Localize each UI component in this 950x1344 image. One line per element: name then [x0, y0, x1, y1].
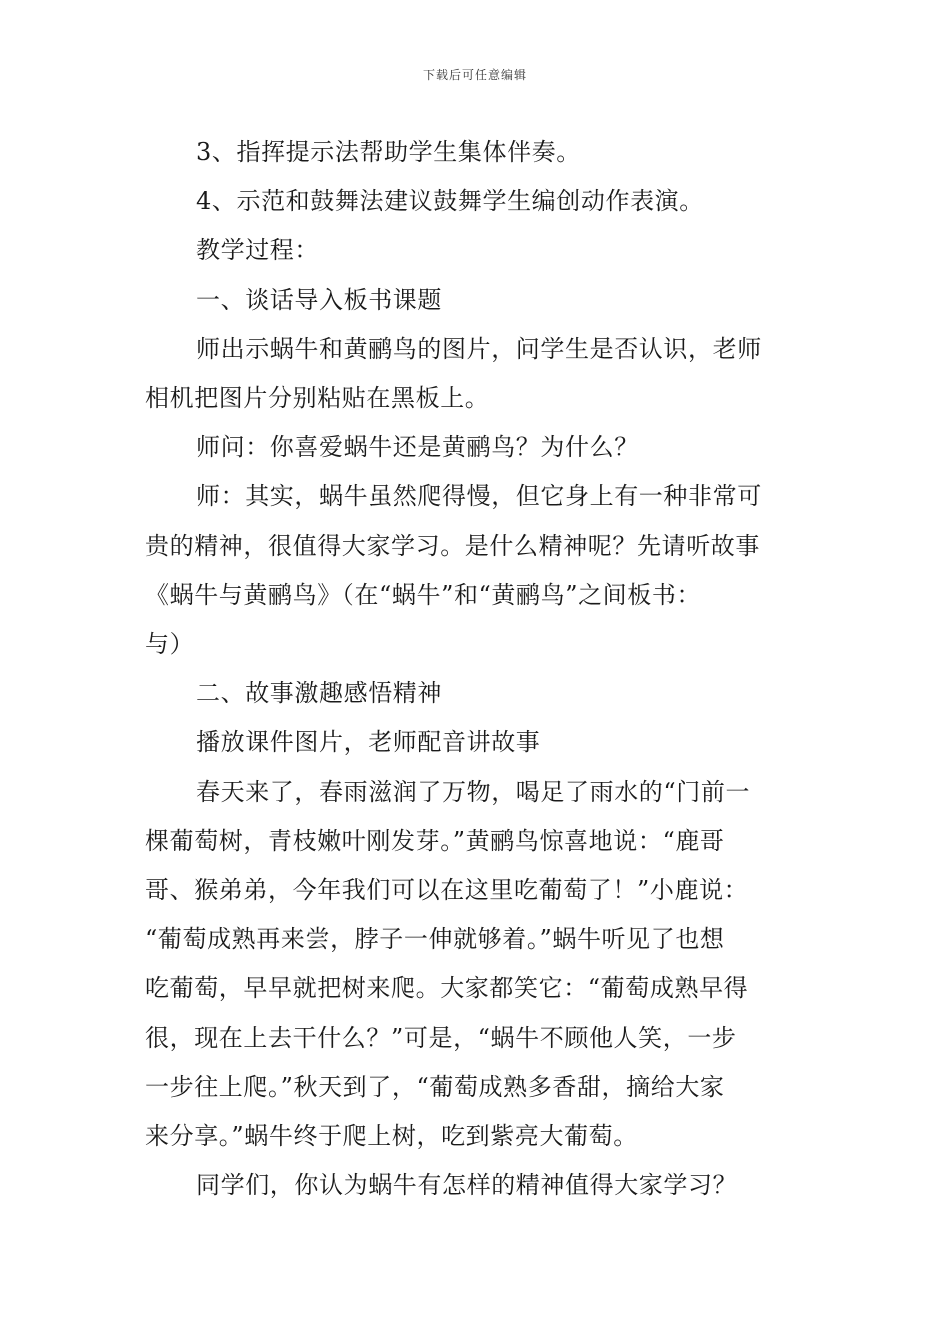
paragraph-line: 师问：你喜爱蜗牛还是黄鹂鸟？为什么？: [196, 433, 639, 462]
paragraph-line: 春天来了，春雨滋润了万物，喝足了雨水的“门前一: [196, 777, 751, 806]
paragraph-line: 与）: [145, 630, 195, 659]
paragraph-line: 哥、猴弟弟，今年我们可以在这里吃葡萄了！”小鹿说：: [145, 876, 749, 905]
section-heading: 一、谈话导入板书课题: [196, 285, 442, 314]
paragraph-line: 4、示范和鼓舞法建议鼓舞学生编创动作表演。: [196, 187, 704, 216]
paragraph-line: 相机把图片分别粘贴在黑板上。: [145, 384, 490, 413]
paragraph-line: 播放课件图片，老师配音讲故事: [196, 728, 541, 757]
section-label: 教学过程：: [196, 236, 319, 265]
paragraph-line: 棵葡萄树，青枝嫩叶刚发芽。”黄鹂鸟惊喜地说：“鹿哥: [145, 826, 725, 855]
paragraph-line: 一步往上爬。”秋天到了，“葡萄成熟多香甜，摘给大家: [145, 1072, 725, 1101]
section-heading: 二、故事激趣感悟精神: [196, 679, 442, 708]
paragraph-line: 贵的精神，很值得大家学习。是什么精神呢？先请听故事: [145, 531, 760, 560]
paragraph-line: 3、指挥提示法帮助学生集体伴奏。: [196, 138, 581, 166]
paragraph-line: 师出示蜗牛和黄鹂鸟的图片，问学生是否认识，老师: [196, 334, 762, 363]
document-body: [145, 128, 810, 1210]
paragraph-line: 同学们，你认为蜗牛有怎样的精神值得大家学习？: [196, 1171, 738, 1200]
paragraph-line: 吃葡萄，早早就把树来爬。大家都笑它：“葡萄成熟早得: [145, 974, 749, 1003]
page-header: 下载后可任意编辑: [422, 68, 527, 82]
paragraph-line: 很，现在上去干什么？”可是，“蜗牛不顾他人笑，一步: [145, 1023, 737, 1052]
paragraph-line: 来分享。”蜗牛终于爬上树，吃到紫亮大葡萄。: [145, 1122, 638, 1151]
paragraph-line: 《蜗牛与黄鹂鸟》（在“蜗牛”和“黄鹂鸟”之间板书：: [145, 580, 702, 609]
paragraph-line: 师：其实，蜗牛虽然爬得慢，但它身上有一种非常可: [196, 482, 762, 511]
paragraph-line: “葡萄成熟再来尝，脖子一伸就够着。”蜗牛听见了也想: [145, 925, 725, 954]
